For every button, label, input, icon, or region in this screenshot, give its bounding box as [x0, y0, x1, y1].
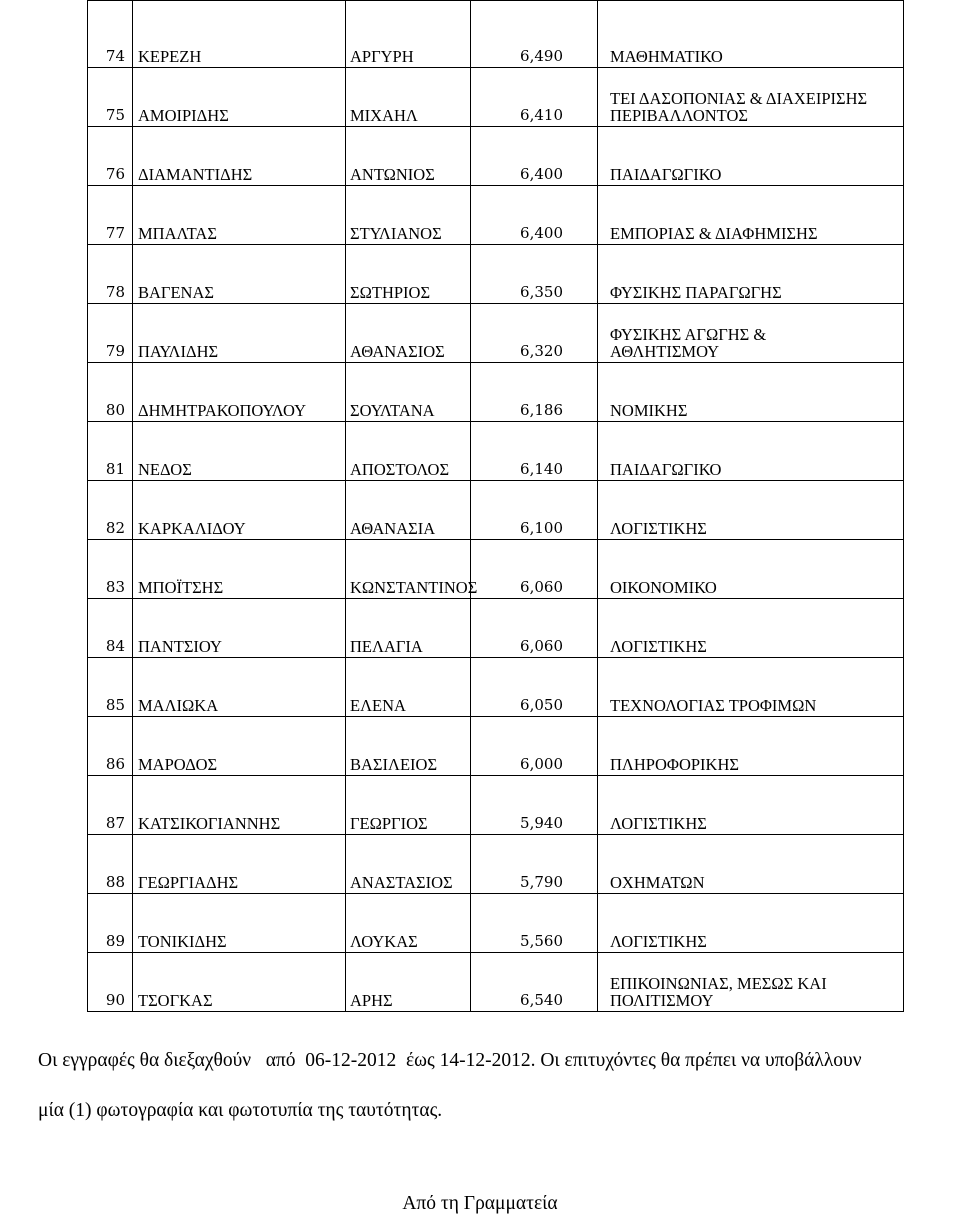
row-number: 85 [88, 658, 133, 717]
score-cell: 6,540 [471, 953, 598, 1012]
department-cell [598, 363, 904, 422]
table-row [88, 304, 904, 363]
notice-line-1: Οι εγγραφές θα διεξαχθούν από 06-12-2012 έως 14-12-2012. Οι επιτυχόντες θα πρέπει να υποβάλλουν [38, 1050, 862, 1071]
department-cell [598, 835, 904, 894]
department-cell [598, 1, 904, 68]
row-number: 89 [88, 894, 133, 953]
first-name-cell: ΣΩΤΗΡΙΟΣ [346, 245, 471, 304]
department-cell [598, 304, 904, 363]
table-row [88, 894, 904, 953]
department-line: ΝΟΜΙΚΗΣ [610, 401, 688, 420]
table-row [88, 776, 904, 835]
surname-cell: ΠΑΥΛΙΔΗΣ [133, 304, 346, 363]
first-name-cell: ΚΩΝΣΤΑΝΤΙΝΟΣ [346, 540, 471, 599]
table-row [88, 1, 904, 68]
score-cell: 6,320 [471, 304, 598, 363]
department-line: ΟΧΗΜΑΤΩΝ [610, 873, 705, 892]
row-number: 86 [88, 717, 133, 776]
department-cell [598, 481, 904, 540]
score-cell: 5,790 [471, 835, 598, 894]
department-line: ΜΑΘΗΜΑΤΙΚΟ [610, 47, 723, 66]
surname-cell: ΚΑΤΣΙΚΟΓΙΑΝΝΗΣ [133, 776, 346, 835]
first-name-cell: ΠΕΛΑΓΙΑ [346, 599, 471, 658]
score-cell: 6,350 [471, 245, 598, 304]
department-cell [598, 894, 904, 953]
department-cell [598, 245, 904, 304]
department-cell [598, 422, 904, 481]
department-line: ΠΑΙΔΑΓΩΓΙΚΟ [610, 165, 722, 184]
first-name-cell: ΑΘΑΝΑΣΙΟΣ [346, 304, 471, 363]
row-number: 76 [88, 127, 133, 186]
surname-cell: ΜΑΡΟΔΟΣ [133, 717, 346, 776]
row-number: 83 [88, 540, 133, 599]
department-cell [598, 68, 904, 127]
surname-cell: ΠΑΝΤΣΙΟΥ [133, 599, 346, 658]
first-name-cell: ΜΙΧΑΗΛ [346, 68, 471, 127]
score-cell: 6,100 [471, 481, 598, 540]
department-cell [598, 658, 904, 717]
score-cell: 6,186 [471, 363, 598, 422]
row-number: 87 [88, 776, 133, 835]
department-line: ΠΟΛΙΤΙΣΜΟΥ [610, 991, 714, 1010]
department-line: ΛΟΓΙΣΤΙΚΗΣ [610, 814, 707, 833]
table-row [88, 717, 904, 776]
surname-cell: ΔΗΜΗΤΡΑΚΟΠΟΥΛΟΥ [133, 363, 346, 422]
first-name-cell: ΣΟΥΛΤΑΝΑ [346, 363, 471, 422]
surname-cell: ΑΜΟΙΡΙΔΗΣ [133, 68, 346, 127]
first-name-cell: ΑΡΓΥΡΗ [346, 1, 471, 68]
results-table-body [88, 1, 904, 1012]
department-cell [598, 127, 904, 186]
score-cell: 6,490 [471, 1, 598, 68]
department-line: ΦΥΣΙΚΗΣ ΑΓΩΓΗΣ & [610, 325, 767, 344]
score-cell: 6,400 [471, 186, 598, 245]
row-number: 74 [88, 1, 133, 68]
first-name-cell: ΑΝΑΣΤΑΣΙΟΣ [346, 835, 471, 894]
department-line: ΤΕΙ ΔΑΣΟΠΟΝΙΑΣ & ΔΙΑΧΕΙΡΙΣΗΣ [610, 89, 868, 108]
table-row [88, 68, 904, 127]
row-number: 75 [88, 68, 133, 127]
department-line: ΟΙΚΟΝΟΜΙΚΟ [610, 578, 717, 597]
row-number: 88 [88, 835, 133, 894]
surname-cell: ΚΑΡΚΑΛΙΔΟΥ [133, 481, 346, 540]
department-line: ΤΕΧΝΟΛΟΓΙΑΣ ΤΡΟΦΙΜΩΝ [610, 696, 817, 715]
department-cell [598, 186, 904, 245]
table-row [88, 363, 904, 422]
score-cell: 5,560 [471, 894, 598, 953]
surname-cell: ΒΑΓΕΝΑΣ [133, 245, 346, 304]
department-line: ΕΜΠΟΡΙΑΣ & ΔΙΑΦΗΜΙΣΗΣ [610, 224, 818, 243]
department-line: ΛΟΓΙΣΤΙΚΗΣ [610, 519, 707, 538]
department-cell [598, 599, 904, 658]
table-row [88, 481, 904, 540]
score-cell: 6,410 [471, 68, 598, 127]
department-cell [598, 717, 904, 776]
surname-cell: ΜΠΟΪΤΣΗΣ [133, 540, 346, 599]
table-row [88, 186, 904, 245]
row-number: 77 [88, 186, 133, 245]
signature: Από τη Γραμματεία [402, 1193, 558, 1214]
first-name-cell: ΑΝΤΩΝΙΟΣ [346, 127, 471, 186]
first-name-cell: ΑΘΑΝΑΣΙΑ [346, 481, 471, 540]
first-name-cell: ΑΠΟΣΤΟΛΟΣ [346, 422, 471, 481]
registration-notice [38, 1036, 960, 1136]
department-line: ΛΟΓΙΣΤΙΚΗΣ [610, 637, 707, 656]
surname-cell: ΚΕΡΕΖΗ [133, 1, 346, 68]
department-line: ΛΟΓΙΣΤΙΚΗΣ [610, 932, 707, 951]
first-name-cell: ΣΤΥΛΙΑΝΟΣ [346, 186, 471, 245]
surname-cell: ΓΕΩΡΓΙΑΔΗΣ [133, 835, 346, 894]
score-cell: 6,050 [471, 658, 598, 717]
table-row [88, 127, 904, 186]
table-row [88, 422, 904, 481]
department-line: ΦΥΣΙΚΗΣ ΠΑΡΑΓΩΓΗΣ [610, 283, 782, 302]
surname-cell: ΜΑΛΙΩΚΑ [133, 658, 346, 717]
score-cell: 6,060 [471, 599, 598, 658]
row-number: 79 [88, 304, 133, 363]
department-line: ΑΘΛΗΤΙΣΜΟΥ [610, 342, 720, 361]
first-name-cell: ΒΑΣΙΛΕΙΟΣ [346, 717, 471, 776]
results-table [87, 0, 904, 1012]
first-name-cell: ΛΟΥΚΑΣ [346, 894, 471, 953]
department-line: ΕΠΙΚΟΙΝΩΝΙΑΣ, ΜΕΣΩΣ ΚΑΙ [610, 974, 827, 993]
department-line: ΠΛΗΡΟΦΟΡΙΚΗΣ [610, 755, 739, 774]
score-cell: 6,400 [471, 127, 598, 186]
row-number: 82 [88, 481, 133, 540]
first-name-cell: ΑΡΗΣ [346, 953, 471, 1012]
row-number: 90 [88, 953, 133, 1012]
surname-cell: ΝΕΔΟΣ [133, 422, 346, 481]
row-number: 80 [88, 363, 133, 422]
department-cell [598, 776, 904, 835]
department-cell [598, 953, 904, 1012]
score-cell: 5,940 [471, 776, 598, 835]
surname-cell: ΜΠΑΛΤΑΣ [133, 186, 346, 245]
surname-cell: ΤΟΝΙΚΙΔΗΣ [133, 894, 346, 953]
first-name-cell: ΕΛΕΝΑ [346, 658, 471, 717]
score-cell: 6,000 [471, 717, 598, 776]
surname-cell: ΔΙΑΜΑΝΤΙΔΗΣ [133, 127, 346, 186]
table-row [88, 599, 904, 658]
table-row [88, 835, 904, 894]
score-cell: 6,060 [471, 540, 598, 599]
notice-line-2: μία (1) φωτογραφία και φωτοτυπία της ταυτότητας. [38, 1100, 443, 1121]
score-cell: 6,140 [471, 422, 598, 481]
row-number: 84 [88, 599, 133, 658]
department-line: ΠΑΙΔΑΓΩΓΙΚΟ [610, 460, 722, 479]
first-name-cell: ΓΕΩΡΓΙΟΣ [346, 776, 471, 835]
row-number: 81 [88, 422, 133, 481]
row-number: 78 [88, 245, 133, 304]
table-row [88, 658, 904, 717]
table-row [88, 245, 904, 304]
department-line: ΠΕΡΙΒΑΛΛΟΝΤΟΣ [610, 106, 748, 125]
table-row [88, 953, 904, 1012]
surname-cell: ΤΣΟΓΚΑΣ [133, 953, 346, 1012]
table-row [88, 540, 904, 599]
department-cell [598, 540, 904, 599]
